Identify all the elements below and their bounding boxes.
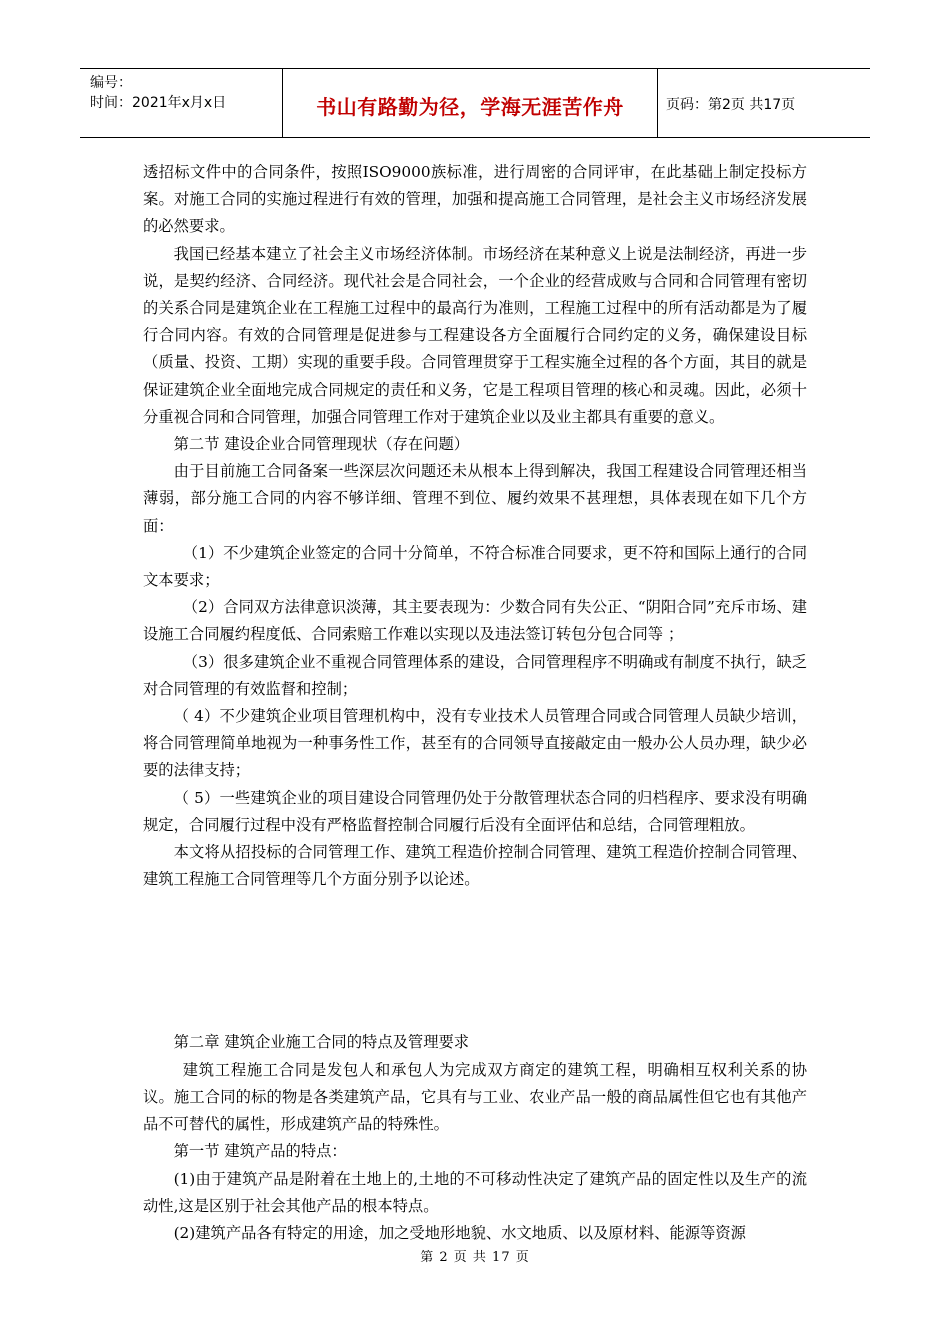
list-item: （ 5）一些建筑企业的项目建设合同管理仍处于分散管理状态合同的归档程序、要求没有明确规定，合同履行过程中没有严格监督控制合同履行后没有全面评估和总结，合同管理粗放。 [143, 788, 807, 834]
list-item: （2）合同双方法律意识淡薄，其主要表现为：少数合同有失公正、“阴阳合同”充斥市场、建设施工合同履约程度低、合同索赔工作难以实现以及违法签订转包分包合同等 ； [143, 598, 807, 644]
paragraph: 透招标文件中的合同条件，按照ISO9000族标准，进行周密的合同评审，在此基础上制定投标方案。对施工合同的实施过程进行有效的管理，加强和提高施工合同管理，是社会主义市场经济发展的必然要求。 [143, 163, 807, 236]
list-item: (1)由于建筑产品是附着在土地上的,土地的不可移动性决定了建筑产品的固定性以及生产的流动性,这是区别于社会其他产品的根本特点。 [143, 1169, 807, 1215]
paragraph: 本文将从招投标的合同管理工作、建筑工程造价控制合同管理、建筑工程造价控制合同管理、建筑工程施工合同管理等几个方面分别予以论述。 [143, 843, 807, 889]
list-item: (2)建筑产品各有特定的用途，加之受地形地貌、水文地质、以及原材料、能源等资源 [173, 1223, 746, 1242]
header-page-cell [658, 69, 870, 137]
list-item: （3）很多建筑企业不重视合同管理体系的建设，合同管理程序不明确或有制度不执行，缺乏对合同管理的有效监督和控制； [143, 652, 807, 698]
header-motto: 书山有路勤为径，学海无涯苦作舟 [316, 95, 624, 119]
paragraph: 建筑工程施工合同是发包人和承包人为完成双方商定的建筑工程，明确相互权利关系的协议。施工合同的标的物是各类建筑产品，它具有与工业、农业产品一般的商品属性但它也有其他产品不可替代的属性，形成建筑产品的特殊性。 [143, 1060, 807, 1134]
section-heading: 第二节 建设企业合同管理现状（存在问题） [173, 435, 470, 454]
header-motto-cell [283, 69, 658, 137]
list-item: （ 4）不少建筑企业项目管理机构中，没有专业技术人员管理合同或合同管理人员缺少培训，将合同管理简单地视为一种事务性工作，甚至有的合同领导直接敲定由一般办公人员办理，缺少必要的法律支持； [143, 707, 807, 780]
document-body [143, 159, 807, 1247]
paragraph: 我国已经基本建立了社会主义市场经济体制。市场经济在某种意义上说是法制经济，再进一步说，是契约经济、合同经济。现代社会是合同社会，一个企业的经营成败与合同和合同管理有密切的关系合同是建筑企业在工程施工过程中的最高行为准则，工程施工过程中的所有活动都是为了履行合同内容。有效的合同管理是促进参与工程建设各方全面履行合同约定的义务，确保建设目标（质量、投资、工期）实现的重要手段。合同管理贯穿于工程实施全过程的各个方面，其目的就是保证建筑企业全面地完成合同规定的责任和义务，它是工程项目管理的核心和灵魂。因此，必须十分重视合同和合同管理，加强合同管理工作对于建筑企业以及业主都具有重要的意义。 [143, 244, 807, 426]
paragraph: 由于目前施工合同备案一些深层次问题还未从根本上得到解决，我国工程建设合同管理还相当薄弱，部分施工合同的内容不够详细、管理不到位、履约效果不甚理想，具体表现在如下几个方面： [143, 462, 807, 535]
document-date-label: 时间：2021年x月x日 [90, 95, 227, 111]
document-header [80, 68, 870, 138]
document-number-label: 编号： [90, 75, 132, 91]
spacer [143, 893, 807, 1029]
list-item: （1）不少建筑企业签定的合同十分简单，不符合标准合同要求，更不符和国际上通行的合同文本要求； [143, 543, 807, 590]
chapter-heading: 第二章 建筑企业施工合同的特点及管理要求 [173, 1033, 470, 1052]
header-page-info: 页码：第2页 共17页 [666, 97, 796, 113]
header-meta-cell [80, 69, 283, 137]
section-heading: 第一节 建筑产品的特点： [173, 1142, 347, 1161]
page-footer: 第 2 页 共 17 页 [420, 1250, 530, 1265]
